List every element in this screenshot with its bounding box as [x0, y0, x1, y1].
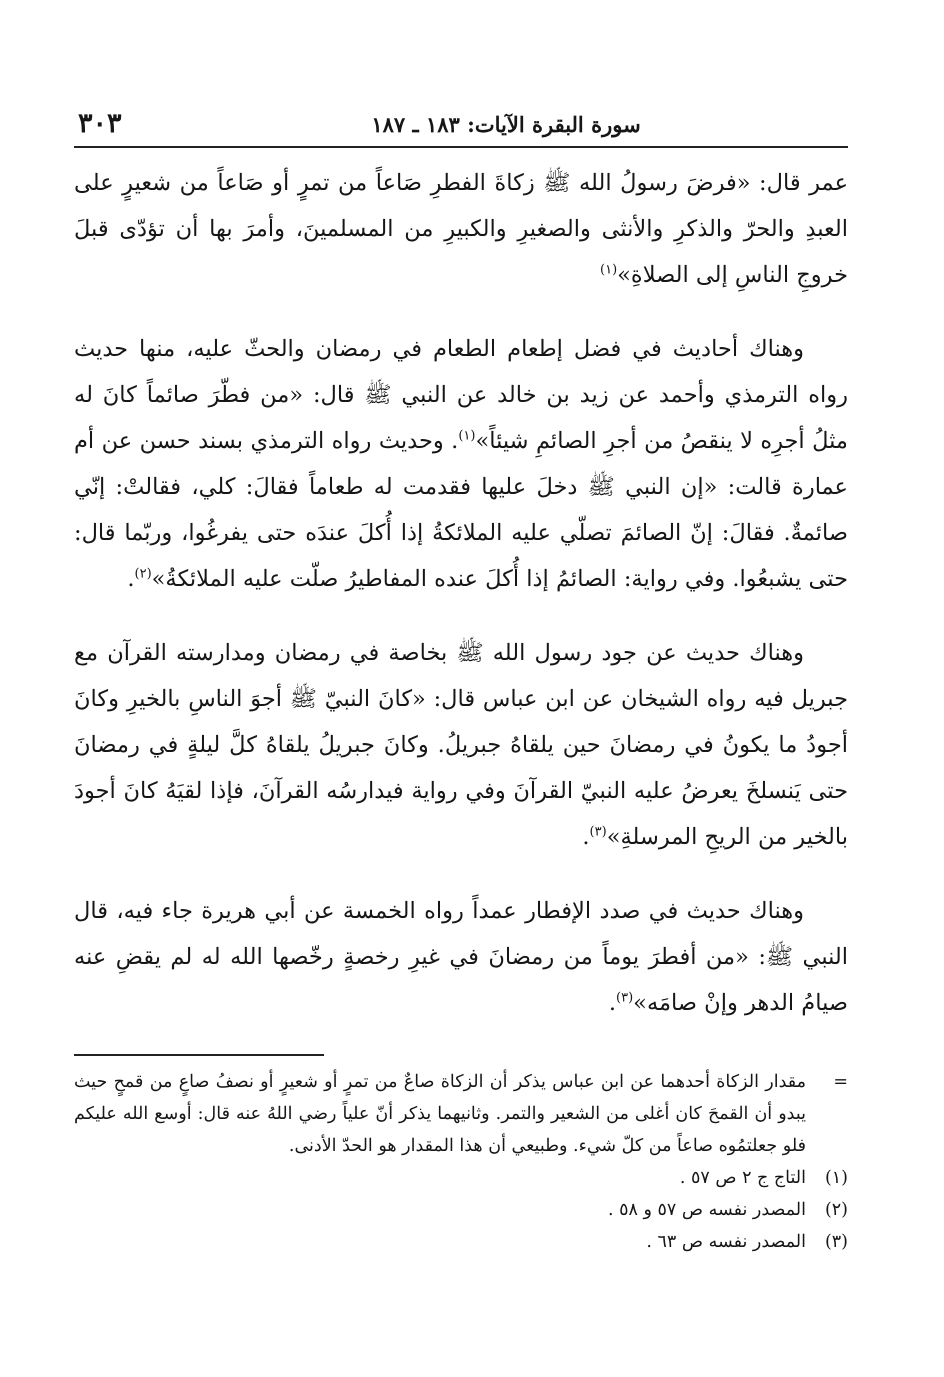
paragraph-generosity	[74, 630, 848, 860]
continuation-mark: =	[833, 1072, 848, 1092]
paragraph-zakat	[74, 160, 848, 298]
running-title: سورة البقرة الآيات: ١٨٣ ـ ١٨٧	[371, 112, 641, 137]
paragraph-tail: .	[582, 824, 590, 850]
paragraph-tail: .	[608, 990, 617, 1016]
footnote-number: (١)	[824, 1168, 848, 1188]
paragraph-text: وهناك حديث عن جود رسول الله ﷺ بخاصة في رمضان ومدارسته القرآن مع جبريل فيه رواه الشيخان عن ابن عباس قال: «كانَ النبيّ ﷺ أجوَ الناسِ بالخيرِ وكانَ أجودُ ما يكونُ في رمضانَ حين يلقاهُ جبريلُ. وكانَ جبريلُ يلقاهُ كلَّ ليلةٍ في رمضانَ حتى يَنسلخَ يعرضُ عليه النبيّ القرآنَ وفي رواية فيدارسُه القرآنَ، فإذا لقيَهُ كانَ أجودَ بالخير من الريحِ المرسلةِ»	[74, 640, 848, 850]
paragraph-text: عمر قال: «فرضَ رسولُ الله ﷺ زكاةَ الفطرِ صَاعاً من تمرٍ أو صَاعاً من شعيرٍ على العبدِ والحرّ والذكرِ والأنثى والصغيرِ والكبيرِ من المسلمينَ، وأمرَ بها أن تؤدّى قبلَ خروجِ الناسِ إلى الصلاةِ»	[74, 170, 848, 288]
footnote-marker: (٣)	[589, 824, 607, 840]
footnote-marker: (٢)	[134, 566, 152, 582]
footnote-text: التاج ج ٢ ص ٥٧ .	[679, 1168, 806, 1188]
paragraph-tail: .	[127, 566, 135, 592]
body-text	[74, 160, 848, 1026]
continuation-text: مقدار الزكاة أحدهما عن ابن عباس يذكر أن الزكاة صاعٌ من تمرٍ أو شعيرٍ أو نصفُ صاعٍ من قمحٍ حيث يبدو أن القمحَ كان أغلى من الشعير والتمر. وثانيهما يذكر أنّ علياً رضي اللهُ عنه قال: أوسع الله عليكم فلو جعلتمُوه صاعاً من كلّ شيء. وطبيعي أن هذا المقدار هو الحدّ الأدنى.	[74, 1072, 806, 1156]
footnote-marker: (٣)	[616, 990, 634, 1006]
footnote-3	[74, 1226, 848, 1258]
page-number: ٣٠٣	[78, 108, 122, 139]
footnote-text: المصدر نفسه ص ٦٣ .	[646, 1232, 806, 1252]
footnote-number: (٢)	[824, 1200, 848, 1220]
paragraph-text: وهناك حديث في صدد الإفطار عمداً رواه الخمسة عن أبي هريرة جاء فيه، قال النبي ﷺ: «من أفطرَ يوماً من رمضانَ في غيرِ رخصةٍ رخّصها الله له لم يقضِ عنه صيامُ الدهر وإنْ صامَه»	[74, 898, 848, 1016]
footnote-marker: (١)	[458, 428, 476, 444]
footnote-text: المصدر نفسه ص ٥٧ و ٥٨ .	[607, 1200, 806, 1220]
footnote-divider	[74, 1054, 324, 1056]
footnote-2	[74, 1194, 848, 1226]
paragraph-text: وهناك أحاديث في فضل إطعام الطعام في رمضان والحثّ عليه، منها حديث رواه الترمذي وأحمد عن زيد بن خالد عن النبي ﷺ قال: «من فطّرَ صائماً كانَ له مثلُ أجرِه لا ينقصُ من أجرِ الصائمِ شيئاً»	[74, 336, 848, 454]
footnote-1	[74, 1162, 848, 1194]
paragraph-iftar	[74, 326, 848, 602]
page-header	[74, 104, 848, 148]
footnote-continuation	[74, 1066, 848, 1162]
paragraph-breaking-fast	[74, 888, 848, 1026]
book-page	[74, 104, 848, 1344]
paragraph-tail: . وحديث رواه الترمذي بسند حسن عن أم عمارة قالت: «إن النبي ﷺ دخلَ عليها فقدمت له طعاماً فقالَ: كلي، فقالتْ: إنّي صائمةٌ. فقالَ: إنّ الصائمَ تصلّي عليه الملائكةُ إذا أُكلَ عندَه حتى يفرغُوا، وربّما قال: حتى يشبعُوا. وفي رواية: الصائمُ إذا أُكلَ عنده المفاطيرُ صلّت عليه الملائكةُ»	[74, 428, 848, 592]
footnote-number: (٣)	[824, 1232, 848, 1252]
footnote-marker: (١)	[600, 262, 618, 278]
footnotes	[74, 1066, 848, 1258]
